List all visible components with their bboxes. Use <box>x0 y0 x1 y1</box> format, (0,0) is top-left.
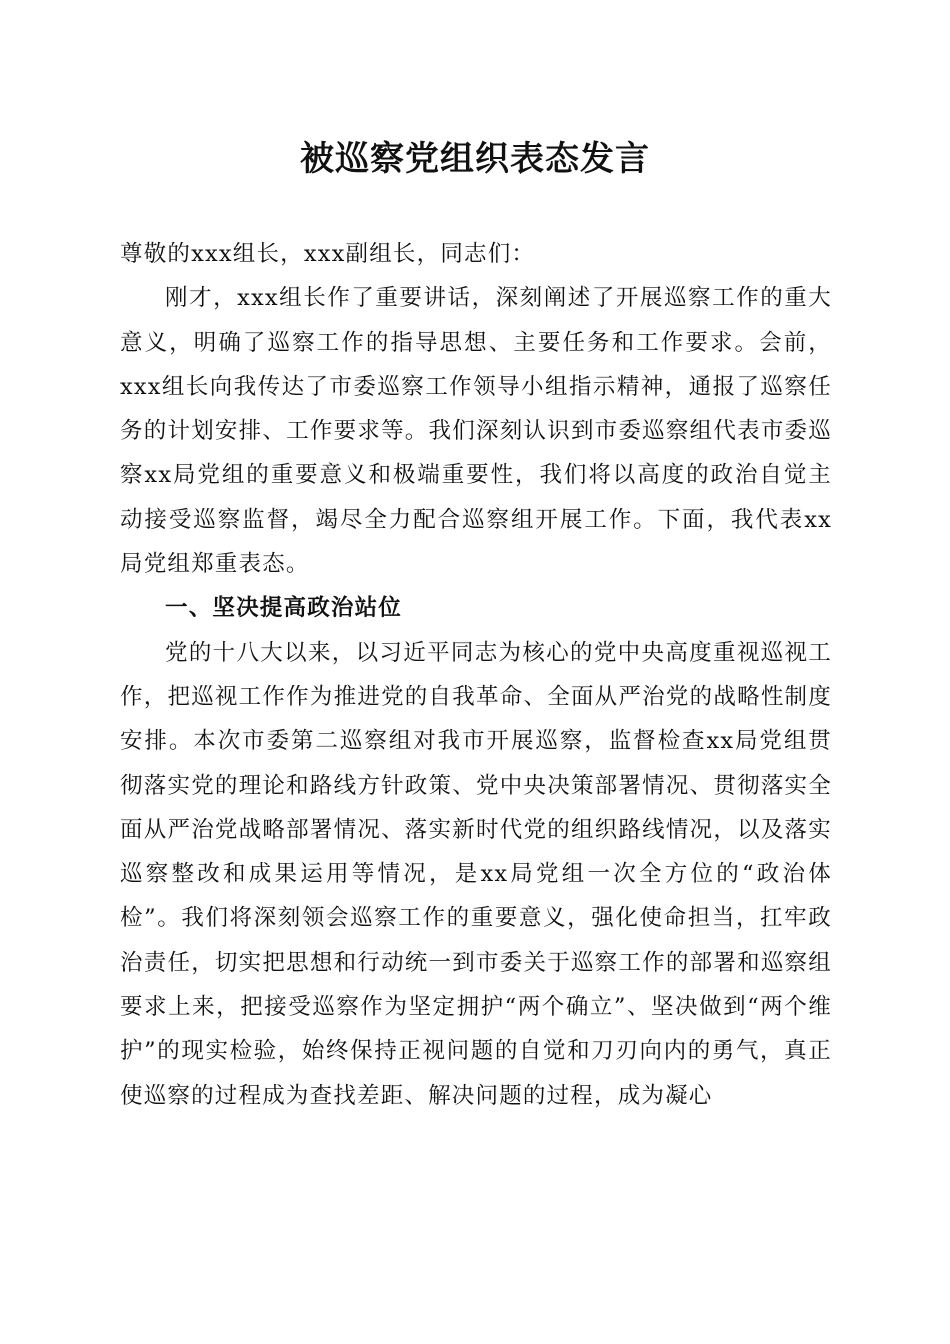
salutation: 尊敬的xxx组长，xxx副组长，同志们： <box>120 241 536 267</box>
document-body <box>120 232 832 1118</box>
document-title: 被巡察党组织表态发言 <box>300 139 650 179</box>
paragraph-section-1: 党的十八大以来，以习近平同志为核心的党中央高度重视巡视工作，把巡视工作作为推进党的自我革命、全面从严治党的战略性制度安排。本次市委第二巡察组对我市开展巡察，监督检查xx局党组贯彻落实党的理论和路线方针政策、党中央决策部署情况、贯彻落实全面从严治党战略部署情况、落实新时代党的组织路线情况，以及落实巡察整改和成果运用等情况，是xx局党组一次全方位的“政治体检”。我们将深刻领会巡察工作的重要意义，强化使命担当，扛牢政治责任，切实把思想和行动统一到市委关于巡察工作的部署和巡察组要求上来，把接受巡察作为坚定拥护“两个确立”、坚决做到“两个维护”的现实检验，始终保持正视问题的自觉和刀刃向内的勇气，真正使巡察的过程成为查找差距、解决问题的过程，成为凝心 <box>120 639 832 1109</box>
section-heading-1: 一、坚决提高政治站位 <box>165 595 403 622</box>
paragraph-opening: 刚才，xxx组长作了重要讲话，深刻阐述了开展巡察工作的重大意义，明确了巡察工作的指导思想、主要任务和工作要求。会前，xxx组长向我传达了市委巡察工作领导小组指示精神，通报了巡察任务的计划安排、工作要求等。我们深刻认识到市委巡察组代表市委巡察xx局党组的重要意义和极端重要性，我们将以高度的政治自觉主动接受巡察监督，竭尽全力配合巡察组开展工作。下面，我代表xx局党组郑重表态。 <box>120 285 832 578</box>
